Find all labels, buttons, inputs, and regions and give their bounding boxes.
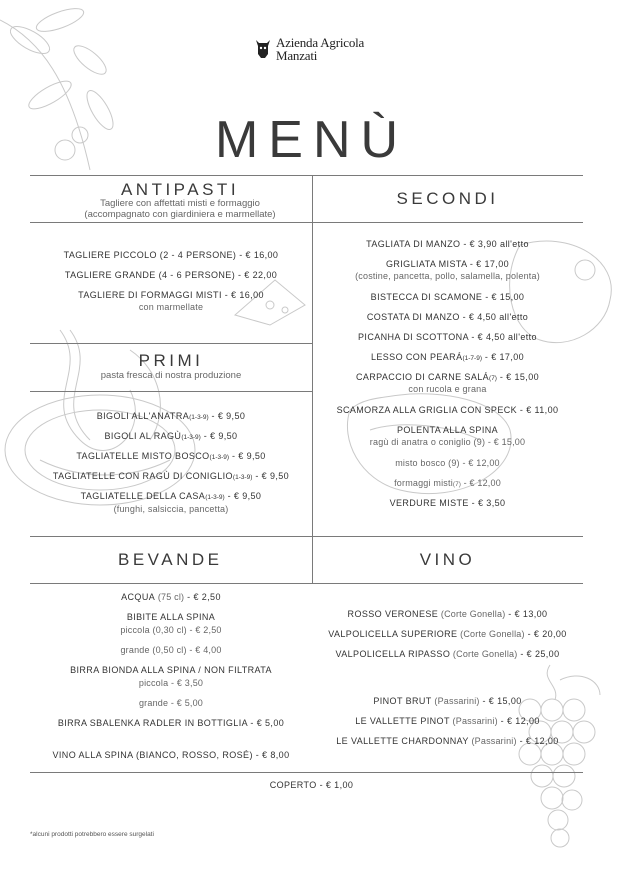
item-name: LE VALLETTE PINOT — [355, 716, 450, 726]
rule-top — [30, 175, 583, 176]
item-producer: (Passarini) — [449, 716, 498, 726]
menu-item-wine — [312, 628, 583, 640]
item-allergens: (1-3-9) — [189, 414, 209, 421]
rule-primi-bottom — [30, 391, 312, 392]
menu-item-scamorza: SCAMORZA ALLA GRIGLIA CON SPECK - € 11,00 — [336, 405, 559, 415]
primi-subtitle: pasta fresca di nostra produzione — [100, 370, 242, 381]
menu-item-grigliata: GRIGLIATA MISTA - € 17,00 — [385, 259, 510, 269]
brand-name-line2: Manzati — [276, 48, 318, 63]
menu-item-tagliere-piccolo: TAGLIERE PICCOLO (2 - 4 PERSONE) - € 16,00 — [63, 250, 279, 260]
bevande-title: BEVANDE — [118, 550, 223, 569]
item-allergens: (1-3-9) — [205, 494, 225, 501]
menu-item-radler: BIRRA SBALENKA RADLER IN BOTTIGLIA - € 5,00 — [57, 718, 285, 728]
item-price: - € 9,50 — [252, 471, 290, 481]
item-producer: (Corte Gonella) — [450, 649, 518, 659]
antipasti-subtitle-line1: Tagliere con affettati misti e formaggio — [100, 198, 260, 209]
rule-secondi — [312, 222, 583, 223]
item-name: VALPOLICELLA RIPASSO — [335, 649, 451, 659]
item-name: TAGLIATELLE CON RAGÙ DI CONIGLIO — [52, 471, 233, 481]
menu-item-note: con rucola e grana — [408, 384, 487, 394]
item-allergens: (1-3-9) — [181, 434, 201, 441]
menu-item-tagliere-grande: TAGLIERE GRANDE (4 - 6 PERSONE) - € 22,00 — [64, 270, 278, 280]
item-producer: (Passarini) — [468, 736, 517, 746]
menu-item-polenta-formaggi — [312, 477, 583, 491]
menu-item-wine — [312, 648, 583, 660]
item-price: - € 25,00 — [517, 649, 560, 659]
item-price: - € 13,00 — [505, 609, 548, 619]
item-allergens: (1-3-9) — [232, 474, 253, 481]
menu-item-birra-grande: grande - € 5,00 — [138, 698, 204, 708]
item-name: BIGOLI AL RAGÙ — [104, 431, 182, 441]
menu-item-lesso — [312, 351, 583, 365]
item-price: - € 9,50 — [229, 451, 266, 461]
grapes-illustration — [497, 660, 610, 850]
rule-primi-top — [30, 343, 312, 344]
menu-item-birra: BIRRA BIONDA ALLA SPINA / NON FILTRATA — [70, 665, 272, 675]
rule-antipasti — [30, 222, 312, 223]
menu-item-picanha: PICANHA DI SCOTTONA - € 4,50 all'etto — [358, 332, 537, 342]
item-price: - € 12,00 — [460, 478, 501, 488]
item-price: - € 2,50 — [184, 592, 221, 602]
item-price: - € 15,00 — [496, 372, 540, 382]
item-price: - € 12,00 — [516, 736, 559, 746]
menu-item-wine — [312, 608, 583, 620]
menu-item-tagliatelle-casa — [30, 490, 312, 504]
menu-item-wine — [312, 735, 583, 747]
menu-item-tagliatelle-bosco — [30, 450, 312, 464]
menu-item-acqua — [30, 591, 312, 603]
item-price: - € 15,00 — [479, 696, 522, 706]
item-price: - € 17,00 — [482, 352, 525, 362]
menu-item-verdure: VERDURE MISTE - € 3,50 — [389, 498, 506, 508]
item-allergens: (7) — [452, 481, 461, 488]
secondi-title: SECONDI — [396, 189, 499, 208]
menu-item-note: (funghi, salsiccia, pancetta) — [113, 504, 229, 514]
rule-middle — [30, 536, 583, 537]
item-name: VALPOLICELLA SUPERIORE — [328, 629, 458, 639]
menu-item-note: con marmellate — [138, 302, 204, 312]
menu-item-tagliere-formaggi: TAGLIERE DI FORMAGGI MISTI - € 16,00 — [78, 290, 264, 300]
item-name: CARPACCIO DI CARNE SALÁ — [355, 372, 490, 382]
menu-item-birra-piccola: piccola - € 3,50 — [138, 678, 204, 688]
item-allergens: (1-3-9) — [209, 454, 230, 461]
item-name: formaggi misti — [394, 478, 453, 488]
menu-item-costata: COSTATA DI MANZO - € 4,50 all'etto — [366, 312, 529, 322]
item-name: LESSO CON PEARÁ — [370, 352, 463, 362]
menu-item-bibite-grande: grande (0,50 cl) - € 4,00 — [120, 645, 222, 655]
item-name: BIGOLI ALL'ANATRA — [96, 411, 190, 421]
menu-item-vino-spina: VINO ALLA SPINA (BIANCO, ROSSO, ROSÉ) - € 8,00 — [52, 750, 290, 760]
item-price: - € 9,50 — [200, 431, 238, 441]
item-producer: (Passarini) — [431, 696, 480, 706]
menu-item-wine — [312, 695, 583, 707]
rule-bottom — [30, 772, 583, 773]
item-allergens: (1-7-9) — [462, 355, 482, 362]
item-name: TAGLIATELLE MISTO BOSCO — [76, 451, 210, 461]
menu-item-bistecca: BISTECCA DI SCAMONE - € 15,00 — [370, 292, 525, 302]
footnote: *alcuni prodotti potrebbero essere surgelati — [30, 831, 154, 838]
antipasti-title: ANTIPASTI — [120, 180, 240, 199]
item-producer: (Corte Gonella) — [457, 629, 525, 639]
menu-item-bigoli-anatra — [30, 410, 312, 424]
menu-item-wine — [312, 715, 583, 727]
menu-item-tagliata: TAGLIATA DI MANZO - € 3,90 all'etto — [366, 239, 529, 249]
item-price: - € 9,50 — [224, 491, 262, 501]
menu-item-tagliatelle-coniglio — [30, 470, 312, 484]
primi-title: PRIMI — [138, 351, 204, 370]
item-producer: (Corte Gonella) — [438, 609, 506, 619]
brand-logo — [250, 34, 410, 66]
brand-name — [276, 36, 364, 62]
menu-item-polenta: POLENTA ALLA SPINA — [396, 425, 499, 435]
item-name: ACQUA — [121, 592, 156, 602]
item-name: ROSSO VERONESE — [347, 609, 439, 619]
item-price: - € 9,50 — [208, 411, 246, 421]
vino-title: VINO — [419, 550, 476, 569]
menu-item-polenta-bosco: misto bosco (9) - € 12,00 — [395, 458, 500, 468]
rule-bevande — [30, 583, 583, 584]
brand-name-line1: Azienda Agricola — [276, 35, 365, 50]
item-name: LE VALLETTE CHARDONNAY — [336, 736, 469, 746]
antipasti-subtitle-line2: (accompagnato con giardiniera e marmellate) — [84, 209, 276, 220]
item-name: TAGLIATELLE DELLA CASA — [80, 491, 206, 501]
menu-item-note: ragù di anatra o coniglio (9) - € 15,00 — [369, 437, 526, 447]
item-detail: (75 cl) — [155, 592, 185, 602]
page-title: MENÙ — [214, 111, 409, 169]
cow-logo-icon — [254, 36, 272, 60]
item-name: PINOT BRUT — [373, 696, 432, 706]
item-price: - € 20,00 — [524, 629, 567, 639]
item-allergens: (7) — [489, 375, 497, 382]
menu-item-note: (costine, pancetta, pollo, salamella, polenta) — [355, 271, 540, 281]
antipasti-subtitle — [30, 198, 330, 220]
menu-item-bibite-piccola: piccola (0,30 cl) - € 2,50 — [120, 625, 222, 635]
coperto: COPERTO - € 1,00 — [269, 780, 354, 790]
menu-item-bibite: BIBITE ALLA SPINA — [126, 612, 216, 622]
item-price: - € 12,00 — [497, 716, 540, 726]
menu-item-bigoli-ragu — [30, 430, 312, 444]
